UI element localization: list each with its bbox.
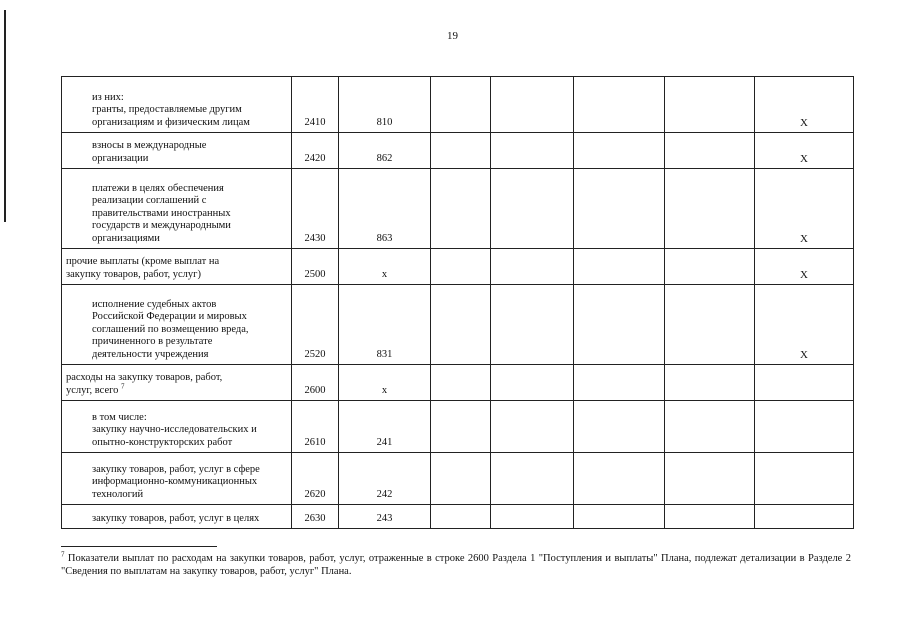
- footnote-marker: 7: [61, 550, 65, 559]
- row-mark-cell: X: [755, 77, 854, 133]
- footnote-text: Показатели выплат по расходам на закупки товаров, работ, услуг, отраженные в строке 2600 Раздела 1 "Поступления и выплаты" Плана, подлежат детализации в Разделе 2 "Сведения по выплатам на закупку товаров, работ, услуг" Плана.: [61, 553, 851, 577]
- row-name-text: услуг, всего: [66, 384, 119, 396]
- row-value-cell: [431, 77, 491, 133]
- row-mark-cell: [755, 401, 854, 453]
- row-value-cell: [491, 505, 574, 529]
- row-name-line: взносы в международные: [92, 140, 207, 151]
- row-name-line: прочие выплаты (кроме выплат на: [66, 256, 220, 267]
- row-value-cell: [665, 169, 755, 249]
- row-name-cell: [62, 401, 292, 453]
- row-kbk-cell: 242: [339, 453, 431, 505]
- row-kbk-cell: 863: [339, 169, 431, 249]
- row-name-line: причиненного в результате: [92, 336, 213, 347]
- row-value-cell: [431, 365, 491, 401]
- row-code-cell: 2610: [292, 401, 339, 453]
- row-value-cell: [431, 285, 491, 365]
- table-row: [62, 401, 854, 453]
- row-mark-cell: X: [755, 285, 854, 365]
- row-mark-cell: [755, 453, 854, 505]
- row-name-line: в том числе:: [92, 411, 147, 423]
- row-name-line: организациям и физическим лицам: [92, 116, 250, 128]
- row-value-cell: [491, 453, 574, 505]
- row-value-cell: [431, 453, 491, 505]
- row-value-cell: [574, 133, 665, 169]
- row-kbk-cell: 241: [339, 401, 431, 453]
- row-name-line: технологий: [92, 488, 144, 500]
- row-name-line: гранты, предоставляемые другим: [92, 104, 242, 115]
- row-name-line: информационно-коммуникационных: [92, 476, 258, 487]
- row-name-cell: [62, 453, 292, 505]
- row-value-cell: [665, 453, 755, 505]
- footnote-separator: [61, 546, 217, 547]
- row-mark-cell: [755, 505, 854, 529]
- row-code-cell: 2430: [292, 169, 339, 249]
- row-name-cell: [62, 365, 292, 401]
- row-code-cell: 2630: [292, 505, 339, 529]
- row-name-line: организациями: [92, 232, 160, 244]
- row-value-cell: [574, 169, 665, 249]
- row-name-line: закупку товаров, работ, услуг в целях: [92, 512, 260, 524]
- row-kbk-cell: 810: [339, 77, 431, 133]
- footnote: [61, 552, 851, 578]
- row-value-cell: [431, 401, 491, 453]
- table-row: [62, 453, 854, 505]
- row-code-cell: 2620: [292, 453, 339, 505]
- row-value-cell: [574, 249, 665, 285]
- table-row: [62, 365, 854, 401]
- row-name-line: соглашений по возмещению вреда,: [92, 323, 249, 335]
- row-name-line: правительствами иностранных: [92, 207, 231, 219]
- row-name-line: закупку товаров, работ, услуг в сфере: [92, 463, 260, 475]
- row-value-cell: [665, 401, 755, 453]
- row-value-cell: [574, 453, 665, 505]
- row-value-cell: [574, 401, 665, 453]
- row-mark-cell: X: [755, 249, 854, 285]
- table-row: [62, 133, 854, 169]
- row-value-cell: [665, 505, 755, 529]
- row-value-cell: [665, 77, 755, 133]
- expenditure-table: [61, 76, 854, 529]
- row-name-line: закупку товаров, работ, услуг): [66, 268, 201, 280]
- row-name-line: из них:: [92, 91, 124, 103]
- row-mark-cell: X: [755, 169, 854, 249]
- row-value-cell: [574, 77, 665, 133]
- row-mark-cell: X: [755, 133, 854, 169]
- row-name-cell: [62, 249, 292, 285]
- row-mark-cell: [755, 365, 854, 401]
- table-row: [62, 285, 854, 365]
- row-code-cell: 2420: [292, 133, 339, 169]
- row-value-cell: [491, 365, 574, 401]
- row-name-cell: [62, 285, 292, 365]
- footnote-reference: 7: [121, 382, 125, 390]
- row-name-line: деятельности учреждения: [92, 348, 209, 360]
- row-value-cell: [665, 285, 755, 365]
- row-value-cell: [574, 285, 665, 365]
- row-kbk-cell: 831: [339, 285, 431, 365]
- row-value-cell: [431, 249, 491, 285]
- row-name-cell: [62, 169, 292, 249]
- table-row: [62, 169, 854, 249]
- page-number: 19: [447, 30, 458, 42]
- row-value-cell: [431, 505, 491, 529]
- row-name-line: исполнение судебных актов: [92, 298, 217, 310]
- row-value-cell: [431, 133, 491, 169]
- row-value-cell: [574, 505, 665, 529]
- row-value-cell: [574, 365, 665, 401]
- row-name-line: Российской Федерации и мировых: [92, 311, 247, 322]
- row-value-cell: [431, 169, 491, 249]
- row-kbk-cell: 862: [339, 133, 431, 169]
- row-name-cell: [62, 133, 292, 169]
- row-name-line: государств и международными: [92, 220, 231, 231]
- row-code-cell: 2520: [292, 285, 339, 365]
- row-value-cell: [491, 285, 574, 365]
- row-value-cell: [665, 365, 755, 401]
- table-row: [62, 77, 854, 133]
- row-value-cell: [491, 133, 574, 169]
- row-kbk-cell: х: [339, 249, 431, 285]
- table-row: [62, 249, 854, 285]
- row-code-cell: 2500: [292, 249, 339, 285]
- row-name-line: закупку научно-исследовательских и: [92, 424, 257, 435]
- table-row: [62, 505, 854, 529]
- row-value-cell: [665, 249, 755, 285]
- row-name-line: организации: [92, 152, 149, 164]
- row-name-line: реализации соглашений с: [92, 195, 207, 206]
- row-code-cell: 2600: [292, 365, 339, 401]
- row-value-cell: [491, 77, 574, 133]
- row-name-line: расходы на закупку товаров, работ,: [66, 372, 223, 383]
- row-name-cell: [62, 77, 292, 133]
- row-kbk-cell: 243: [339, 505, 431, 529]
- row-kbk-cell: х: [339, 365, 431, 401]
- row-value-cell: [491, 401, 574, 453]
- row-name-cell: [62, 505, 292, 529]
- row-value-cell: [491, 249, 574, 285]
- row-code-cell: 2410: [292, 77, 339, 133]
- row-value-cell: [665, 133, 755, 169]
- row-name-line: платежи в целях обеспечения: [92, 182, 224, 194]
- row-name-line: опытно-конструкторских работ: [92, 436, 233, 448]
- row-name-line: [66, 382, 287, 398]
- row-value-cell: [491, 169, 574, 249]
